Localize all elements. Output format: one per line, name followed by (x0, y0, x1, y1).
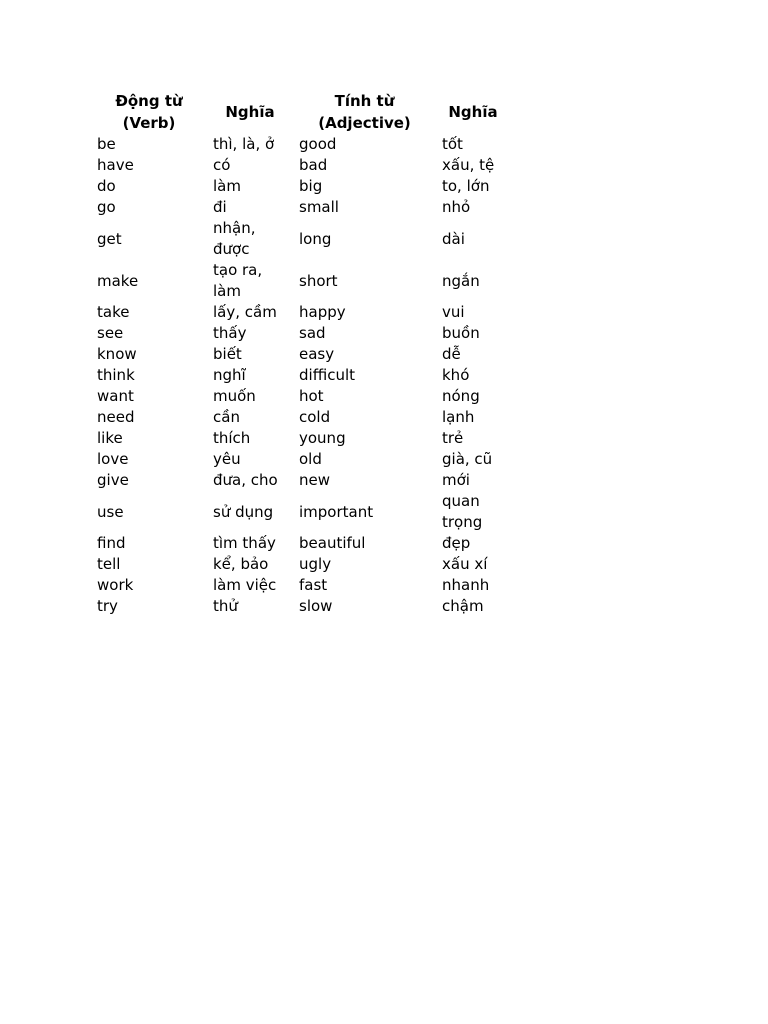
table-row (91, 575, 510, 596)
cell-adjective: good (299, 135, 337, 153)
cell-verb-meaning: tìm thấy (213, 534, 276, 552)
cell-verb: make (97, 271, 139, 290)
cell-verb-meaning: yêu (213, 450, 241, 468)
cell-adjective: old (299, 450, 322, 468)
table-row (91, 365, 510, 386)
cell-verb: try (97, 597, 118, 615)
table-row (91, 344, 510, 365)
cell-verb: give (97, 471, 129, 489)
header-row (91, 90, 510, 134)
cell-adjective-meaning: nhanh (442, 576, 490, 594)
header-verb-line1: Động từ (115, 92, 183, 110)
header-adjective-line1: Tính từ (334, 92, 395, 110)
cell-adjective-meaning: quan trọng (442, 492, 483, 531)
cell-adjective: slow (299, 597, 333, 615)
cell-verb-meaning: sử dụng (213, 502, 274, 521)
cell-verb-meaning: nghĩ (213, 366, 246, 384)
cell-adjective-meaning: vui (442, 303, 465, 321)
cell-verb-meaning: đưa, cho (213, 471, 278, 489)
cell-adjective-meaning: dễ (442, 345, 461, 363)
cell-verb: tell (97, 555, 121, 573)
cell-verb-meaning: thì, là, ở (213, 135, 275, 153)
table-row (91, 197, 510, 218)
table-row (91, 449, 510, 470)
cell-verb-meaning: lấy, cầm (213, 303, 277, 321)
cell-adjective-meaning: buồn (442, 324, 480, 342)
cell-verb: find (97, 534, 126, 552)
table-row (91, 302, 510, 323)
cell-adjective-meaning: to, lớn (442, 177, 490, 195)
table-row (91, 533, 510, 554)
cell-adjective: short (299, 271, 338, 290)
cell-verb: know (97, 345, 137, 363)
vocabulary-table (91, 90, 510, 617)
cell-adjective-meaning: xấu xí (442, 555, 488, 573)
table-row (91, 176, 510, 197)
table-row (91, 323, 510, 344)
cell-adjective: small (299, 198, 339, 216)
table-row (91, 260, 510, 302)
cell-verb-meaning: đi (213, 198, 227, 216)
cell-adjective-meaning: ngắn (442, 271, 480, 290)
cell-verb: do (97, 177, 116, 195)
cell-verb-meaning: thấy (213, 324, 247, 342)
cell-adjective: easy (299, 345, 335, 363)
cell-adjective: important (299, 502, 374, 521)
table-row (91, 218, 510, 260)
cell-verb: have (97, 156, 134, 174)
cell-verb-meaning: cần (213, 408, 240, 426)
cell-verb-meaning: tạo ra, làm (213, 261, 263, 300)
header-verb (91, 90, 207, 134)
cell-adjective-meaning: đẹp (442, 534, 471, 552)
header-verb-meaning-text: Nghĩa (225, 103, 275, 121)
header-verb-line2: (Verb) (122, 114, 176, 132)
cell-adjective-meaning: khó (442, 366, 470, 384)
cell-verb-meaning: muốn (213, 387, 256, 405)
cell-adjective: long (299, 229, 332, 248)
cell-verb-meaning: kể, bảo (213, 555, 269, 573)
cell-adjective-meaning: nhỏ (442, 198, 471, 216)
cell-verb: need (97, 408, 135, 426)
cell-verb: like (97, 429, 123, 447)
header-adjective-meaning (436, 90, 510, 134)
cell-verb: think (97, 366, 135, 384)
table-row (91, 596, 510, 617)
cell-adjective-meaning: trẻ (442, 429, 464, 447)
cell-adjective: hot (299, 387, 324, 405)
cell-adjective-meaning: dài (442, 229, 465, 248)
cell-verb: take (97, 303, 130, 321)
table-row (91, 386, 510, 407)
cell-adjective: beautiful (299, 534, 366, 552)
table-row (91, 428, 510, 449)
cell-verb-meaning: làm (213, 177, 241, 195)
cell-adjective-meaning: nóng (442, 387, 480, 405)
cell-adjective: new (299, 471, 331, 489)
cell-verb-meaning: nhận, được (213, 219, 256, 258)
table-body (91, 134, 510, 617)
table-row (91, 407, 510, 428)
cell-adjective: ugly (299, 555, 332, 573)
header-adjective-line2: (Adjective) (318, 114, 411, 132)
cell-adjective-meaning: mới (442, 471, 470, 489)
cell-verb: be (97, 135, 116, 153)
cell-verb-meaning: làm việc (213, 576, 277, 594)
cell-adjective: difficult (299, 366, 355, 384)
cell-verb: work (97, 576, 134, 594)
cell-verb: want (97, 387, 134, 405)
cell-verb: use (97, 502, 124, 521)
cell-verb: see (97, 324, 124, 342)
cell-adjective: young (299, 429, 346, 447)
cell-adjective-meaning: chậm (442, 597, 484, 615)
cell-adjective: bad (299, 156, 328, 174)
cell-adjective-meaning: tốt (442, 135, 463, 153)
cell-verb: get (97, 229, 122, 248)
cell-verb-meaning: biết (213, 345, 242, 363)
cell-adjective: cold (299, 408, 331, 426)
table-row (91, 155, 510, 176)
header-adjective-meaning-text: Nghĩa (448, 103, 498, 121)
table-header (91, 90, 510, 134)
table-row (91, 470, 510, 491)
cell-adjective: fast (299, 576, 328, 594)
document-page (91, 90, 510, 617)
cell-verb-meaning: thử (213, 597, 238, 615)
cell-adjective-meaning: già, cũ (442, 450, 493, 468)
table-row (91, 491, 510, 533)
header-adjective (293, 90, 436, 134)
cell-adjective: sad (299, 324, 326, 342)
cell-verb-meaning: có (213, 156, 231, 174)
cell-verb: love (97, 450, 129, 468)
cell-verb-meaning: thích (213, 429, 251, 447)
table-row (91, 134, 510, 155)
header-verb-meaning (207, 90, 293, 134)
cell-adjective-meaning: lạnh (442, 408, 475, 426)
cell-adjective: happy (299, 303, 346, 321)
cell-adjective: big (299, 177, 323, 195)
cell-verb: go (97, 198, 116, 216)
table-row (91, 554, 510, 575)
cell-adjective-meaning: xấu, tệ (442, 156, 495, 174)
